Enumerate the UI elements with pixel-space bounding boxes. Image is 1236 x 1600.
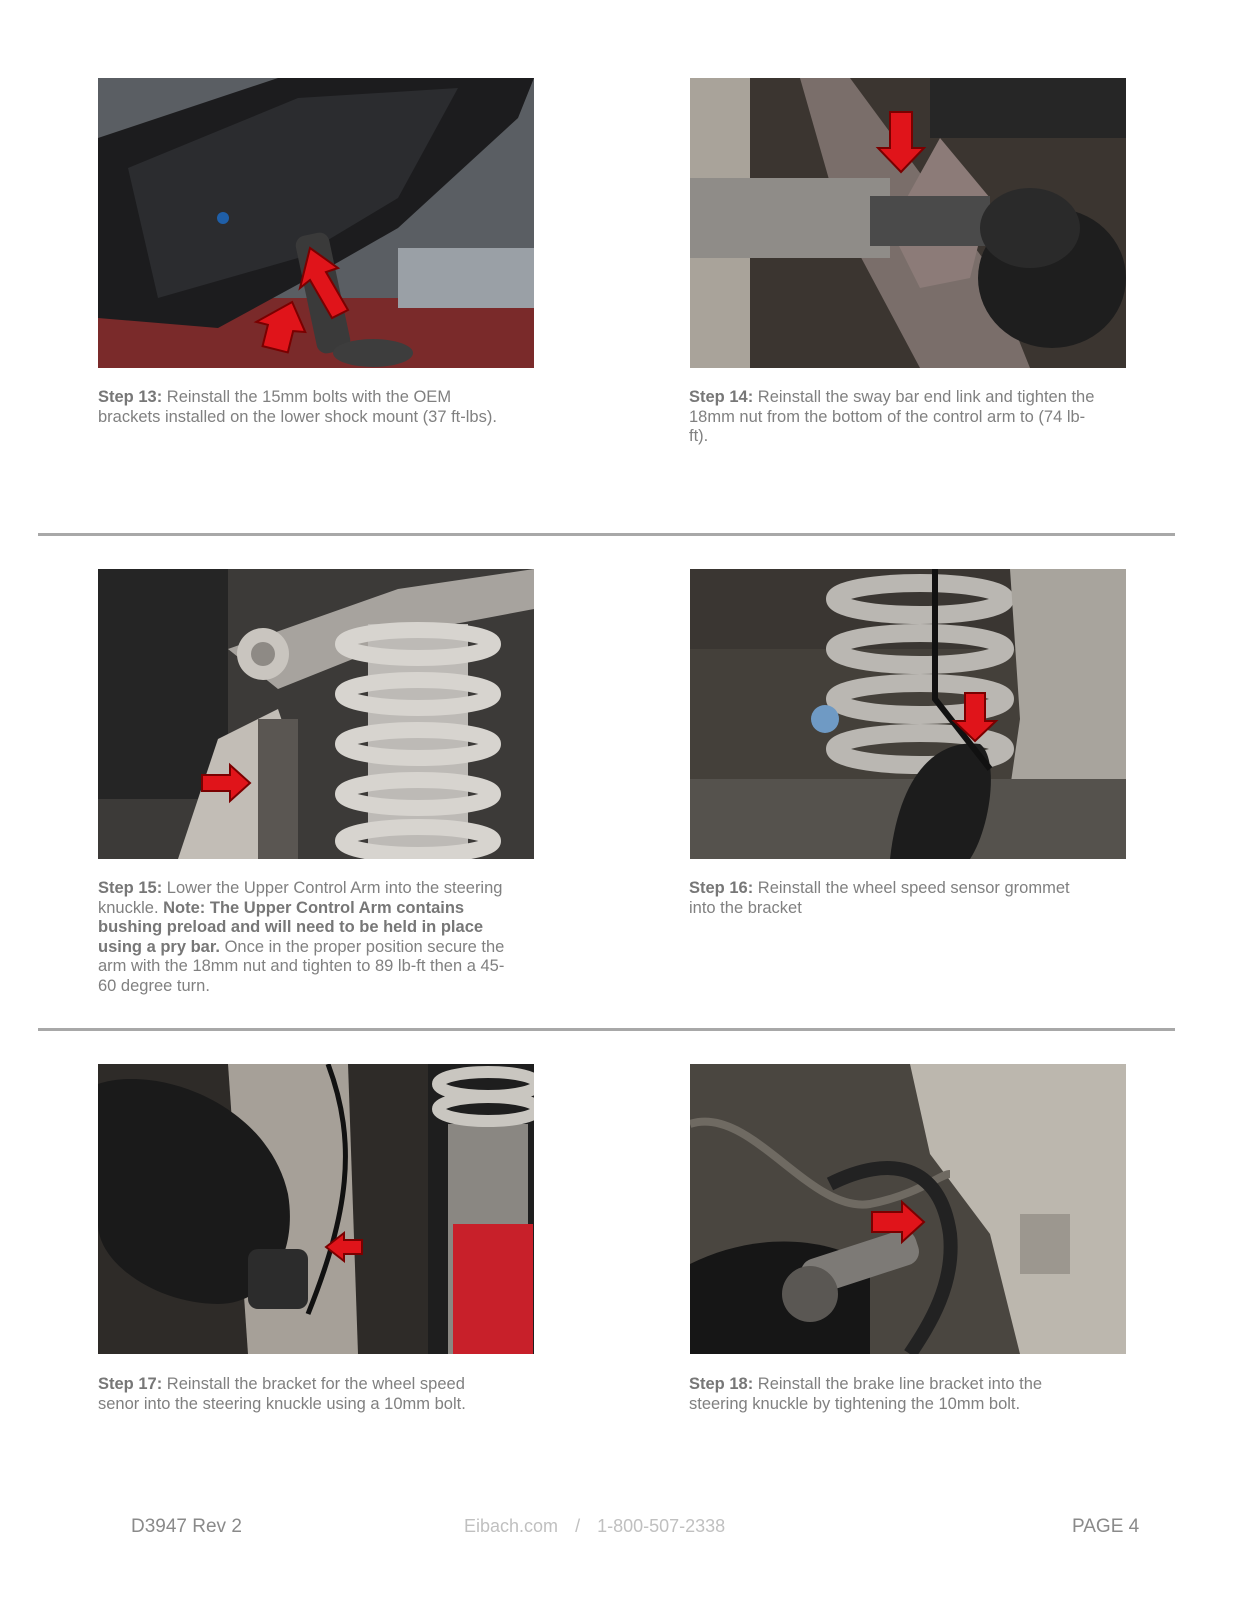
footer-website[interactable]: Eibach.com [464, 1516, 559, 1536]
step-text-a: Lower the Upper Control Arm into the steering knuckle. [98, 879, 503, 917]
footer-page-number: PAGE 4 [1072, 1516, 1140, 1537]
step-label: Step 17: [98, 1375, 163, 1393]
section-divider [38, 533, 1175, 536]
step-13-photo [98, 78, 534, 368]
step-label: Step 15: [98, 879, 163, 897]
step-13-caption [98, 388, 508, 427]
step-text: Reinstall the sway bar end link and tighten the 18mm nut from the bottom of the control arm to (74 lb-ft). [689, 388, 1095, 445]
step-label: Step 18: [689, 1375, 754, 1393]
footer-doc-id: D3947 Rev 2 [131, 1516, 242, 1537]
step-16-photo [690, 569, 1126, 859]
step-18-photo [690, 1064, 1126, 1354]
step-14-photo [690, 78, 1126, 368]
footer-contact [464, 1516, 725, 1537]
step-text: Reinstall the wheel speed sensor grommet into the bracket [689, 879, 1070, 917]
step-text-b: Once in the proper position secure the arm with the 18mm nut and tighten to 89 lb-ft then a 45-60 degree turn. [98, 937, 505, 995]
step-text: Reinstall the 15mm bolts with the OEM brackets installed on the lower shock mount (37 ft-lbs). [98, 388, 497, 426]
step-16-caption [689, 879, 1099, 918]
step-18-caption [689, 1375, 1099, 1414]
step-label: Step 14: [689, 388, 754, 406]
section-divider [38, 1028, 1175, 1031]
step-label: Step 16: [689, 879, 754, 897]
step-15-caption [98, 879, 508, 996]
step-note: Note: The Upper Control Arm contains bushing preload and will need to be held in place using a pry bar. [98, 898, 484, 956]
step-15-photo [98, 569, 534, 859]
step-17-caption [98, 1375, 508, 1414]
step-label: Step 13: [98, 388, 163, 406]
footer-separator: / [575, 1516, 581, 1536]
step-text: Reinstall the brake line bracket into the steering knuckle by tightening the 10mm bolt. [689, 1375, 1043, 1413]
step-14-caption [689, 388, 1099, 447]
step-17-photo [98, 1064, 534, 1354]
footer-phone[interactable]: 1-800-507-2338 [597, 1516, 726, 1536]
step-text: Reinstall the bracket for the wheel speed senor into the steering knuckle using a 10mm bolt. [98, 1375, 466, 1413]
